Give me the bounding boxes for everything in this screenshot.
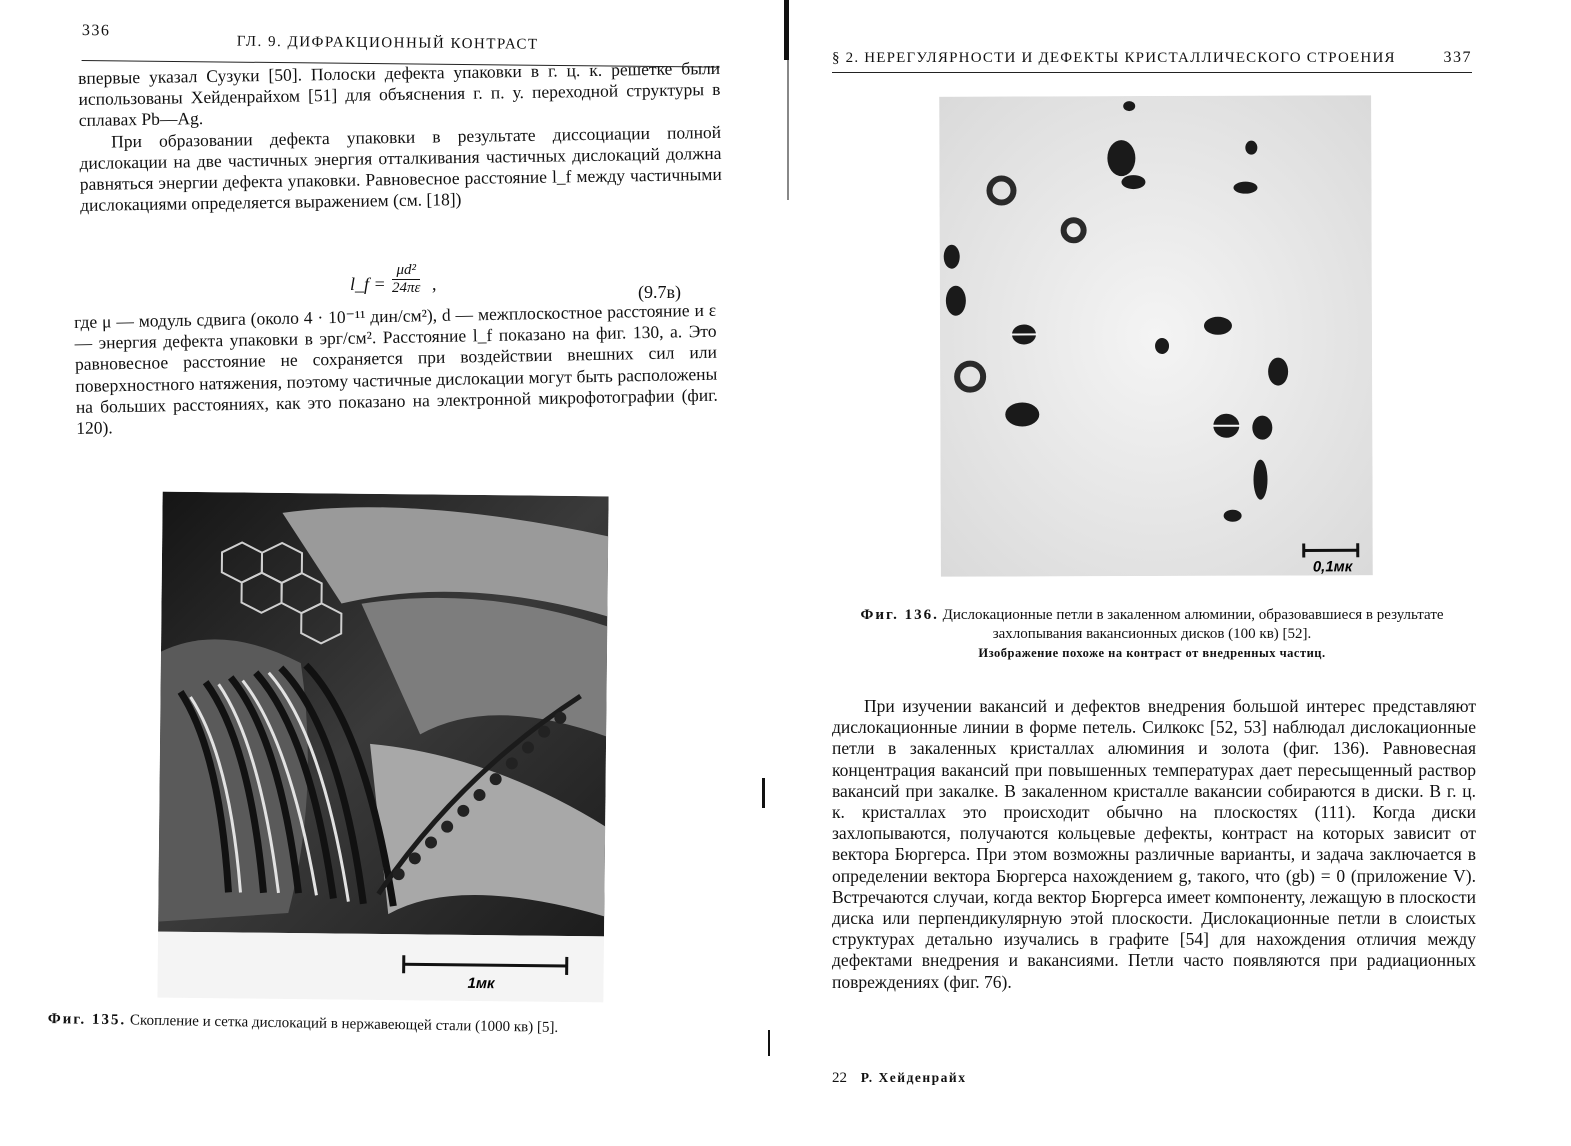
figure-caption	[832, 606, 1472, 663]
formula-lhs: l_f =	[350, 274, 386, 294]
equation-number: (9.7в)	[638, 282, 681, 302]
figure-label: Фиг. 135.	[47, 1010, 127, 1029]
scale-bar-label: 0,1мк	[1312, 558, 1353, 576]
micrograph-image	[939, 95, 1373, 577]
body-text	[74, 300, 718, 440]
micrograph-figure-136	[939, 95, 1373, 577]
body-text	[78, 58, 722, 216]
paragraph: впервые указал Сузуки [50]. Полоски дефекта упаковки в г. ц. к. решетке были использованы Хейденрайхом [51] для объяснения г. п. у. переходной структуры в сплавах Pb—Ag.	[78, 57, 721, 131]
left-page	[0, 0, 770, 1146]
caption-note: Изображение похоже на контраст от внедренных частиц.	[978, 646, 1326, 660]
page-number: 337	[1443, 49, 1472, 66]
right-page	[790, 0, 1571, 1146]
micrograph-figure-135	[157, 492, 608, 1003]
running-head-title: ГЛ. 9. ДИФРАКЦИОННЫЙ КОНТРАСТ	[236, 33, 539, 53]
caption-text: Скопление и сетка дислокаций в нержавеющей стали (1000 кв) [5].	[129, 1012, 559, 1036]
scale-bar-label: 1мк	[467, 974, 495, 993]
footer-author: Р. Хейденрайх	[860, 1070, 967, 1085]
formula-fraction	[392, 262, 420, 297]
body-text	[832, 696, 1476, 993]
running-head	[832, 50, 1472, 73]
formula-denominator: 24πε	[392, 280, 421, 296]
figure-caption	[48, 1010, 738, 1041]
formula-numerator: μd²	[392, 262, 420, 280]
paragraph: При образовании дефекта упаковки в результате диссоциации полной дислокации на две частичных энергия отталкивания частичных дислокаций должна равняться энергии дефекта упаковки. Равновесное расстояние l_f между частичными дислокациями определяется выражением (см. [18])	[79, 121, 722, 216]
formula-comma: ,	[432, 274, 437, 294]
gutter-shadow	[784, 0, 789, 60]
signature-mark: 22	[832, 1070, 847, 1086]
gutter-shadow	[787, 60, 789, 200]
caption-text: Дислокационные петли в закаленном алюминии, образовавшиеся в результате захлопывания вакансионных дисков (100 кв) [52].	[942, 607, 1444, 642]
paragraph: При изучении вакансий и дефектов внедрения большой интерес представляют дислокационные линии в форме петель. Силкокс [52, 53] наблюдал дислокационные петли в закаленных кристаллах алюминия и золота (фиг. 136). Равновесная концентрация вакансий при повышенных температурах дает пересыщенный раствор вакансий при закалке. В закаленном кристалле вакансии собираются в диски. В г. ц. к. кристаллах это происходит обычно на плоскостях (111). Когда диски захлопываются, получаются кольцевые дефекты, контраст на которых зависит от вектора Бюргерса. При этом возможны различные варианты, и задача заключается в определении вектора Бюргерса нахождением g, такого, что (gb) = 0 (приложение V). Встречаются случаи, когда вектор Бюргерса имеет компоненту, лежащую в плоскости диска или перпендикулярную этой плоскости. Дислокационные петли в слоистых структурах детально изучались в графите [54] для нахождения отличия между дефектами внедрения и вакансиями. Петли часто появляются при радиационных повреждениях (фиг. 76).	[832, 696, 1476, 992]
figure-label: Фиг. 136.	[860, 607, 939, 623]
page-number: 336	[81, 22, 111, 40]
paragraph: где μ — модуль сдвига (около 4 · 10⁻¹¹ дин/см²), d — межплоскостное расстояние и ε — энергия дефекта упаковки в эрг/см². Расстояние l_f показано на фиг. 130, а. Это равновесное расстояние не сохраняется при воздействии внешних сил или поверхностного натяжения, поэтому частичные дислокации могут быть расположены на больших расстояниях, как это показано на электронной микрофотографии (фиг. 120).	[74, 299, 718, 438]
micrograph-image	[157, 492, 608, 1003]
page-footer	[832, 1070, 966, 1087]
running-head-title: § 2. НЕРЕГУЛЯРНОСТИ И ДЕФЕКТЫ КРИСТАЛЛИЧЕСКОГО СТРОЕНИЯ	[832, 50, 1396, 66]
